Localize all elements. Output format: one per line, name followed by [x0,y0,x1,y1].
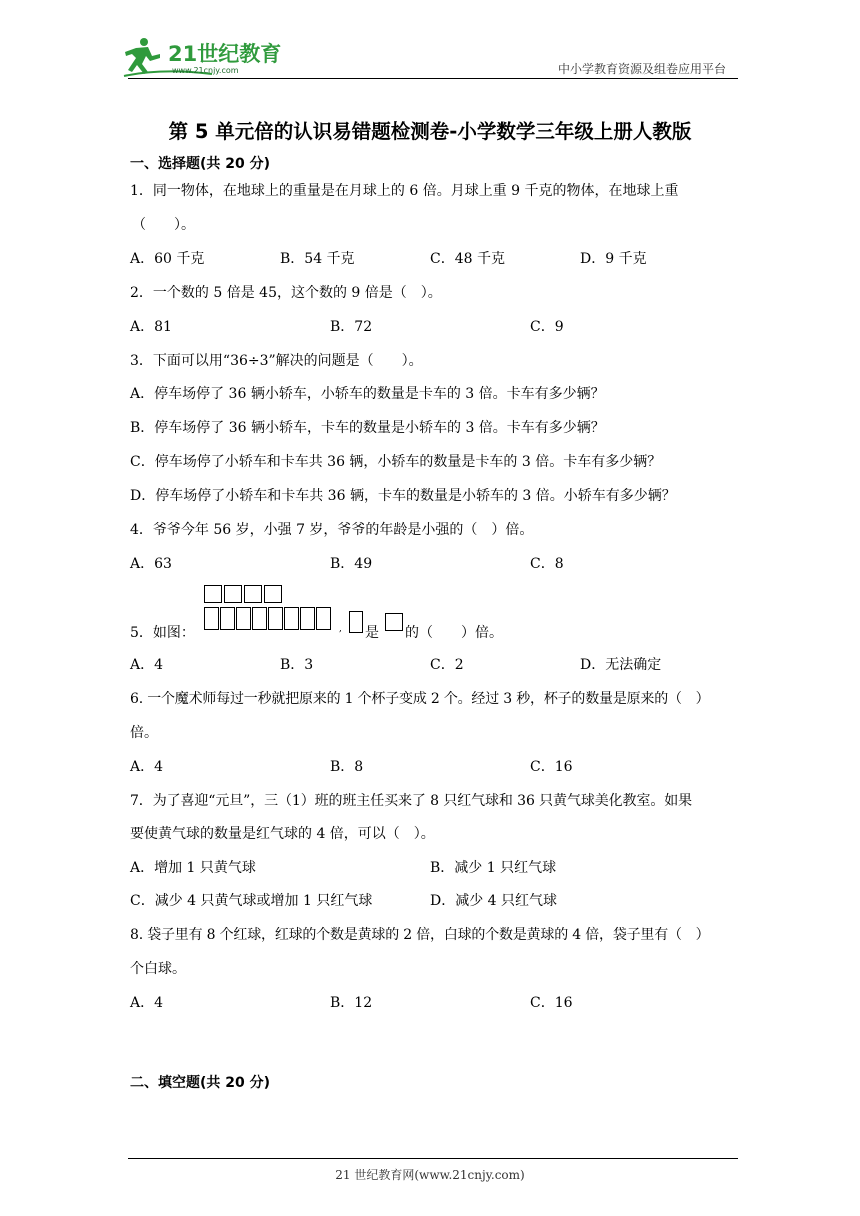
question-2-text: 2．一个数的 5 倍是 45，这个数的 9 倍是（ ）。 [130,285,442,301]
q2-option-c: C．9 [530,319,564,335]
question-4-text: 4．爷爷今年 56 岁，小强 7 岁，爷爷的年龄是小强的（ ）倍。 [130,522,534,538]
q5-option-b: B．3 [280,657,314,673]
footer-divider [128,1158,738,1159]
q6-option-a: A．4 [130,759,164,775]
question-5-is: 是 [365,625,379,641]
question-5-square-shape [385,613,403,631]
header-divider [128,78,738,79]
q1-option-c: C．48 千克 [430,251,505,267]
question-3-text: 3．下面可以用“36÷3”解决的问题是（ ）。 [130,353,423,369]
q6-option-c: C．16 [530,759,573,775]
question-5-comma: , [339,624,342,634]
question-5-suffix: 的（ ）倍。 [405,625,503,641]
question-1-text: 1．同一物体，在地球上的重量是在月球上的 6 倍。月球上重 9 千克的物体，在地球上重 [130,183,679,199]
q7-option-b: B．减少 1 只红气球 [430,860,557,876]
page-title: 第 5 单元倍的认识易错题检测卷-小学数学三年级上册人教版 [168,120,692,143]
question-6-text-cont: 倍。 [130,725,158,741]
q5-option-d: D．无法确定 [580,657,662,673]
q3-option-d: D．停车场停了小轿车和卡车共 36 辆，卡车的数量是小轿车的 3 倍。小轿车有多少辆？ [130,488,676,504]
logo-text: 21世纪教育 [168,42,282,66]
q1-option-a: A．60 千克 [130,251,205,267]
logo-url: www.21cnjy.com [172,66,239,75]
site-logo [122,34,292,80]
q6-option-b: B．8 [330,759,364,775]
question-8-text-cont: 个白球。 [130,961,186,977]
section-heading-fill: 二、填空题(共 20 分) [130,1075,271,1091]
q7-option-a: A．增加 1 只黄气球 [130,860,256,876]
q4-option-a: A．63 [130,556,172,572]
question-7-text: 7．为了喜迎“元旦”，三（1）班的班主任买来了 8 只红气球和 36 只黄气球美化教室。如果 [130,793,693,809]
question-6-text: 6. 一个魔术师每过一秒就把原来的 1 个杯子变成 2 个。经过 3 秒，杯子的数量是原来的（ ） [130,691,710,707]
q4-option-b: B．49 [330,556,373,572]
q3-option-c: C．停车场停了小轿车和卡车共 36 辆，小轿车的数量是卡车的 3 倍。卡车有多少辆？ [130,454,662,470]
header-platform-text: 中小学教育资源及组卷应用平台 [557,62,726,76]
q8-option-a: A．4 [130,995,164,1011]
q3-option-a: A．停车场停了 36 辆小轿车，小轿车的数量是卡车的 3 倍。卡车有多少辆？ [130,386,605,402]
footer-text[interactable]: 21 世纪教育网(www.21cnjy.com) [335,1168,525,1182]
question-8-text: 8. 袋子里有 8 个红球，红球的个数是黄球的 2 倍，白球的个数是黄球的 4 倍，袋子里有（ ） [130,927,710,943]
q2-option-b: B．72 [330,319,373,335]
question-5-prefix: 5．如图： [130,625,195,641]
runner-icon [125,38,160,74]
q7-option-d: D．减少 4 只红气球 [430,893,558,909]
q8-option-c: C．16 [530,995,573,1011]
question-5-figure [202,583,342,635]
q5-option-a: A．4 [130,657,164,673]
q7-option-c: C．减少 4 只黄气球或增加 1 只红气球 [130,893,373,909]
q2-option-a: A．81 [130,319,172,335]
question-1-text-cont: （ ）。 [132,217,195,233]
q3-option-b: B．停车场停了 36 辆小轿车，卡车的数量是小轿车的 3 倍。卡车有多少辆？ [130,420,605,436]
section-heading-choice: 一、选择题(共 20 分) [130,156,271,172]
q1-option-b: B．54 千克 [280,251,355,267]
question-5-rect-shape [349,611,363,633]
q5-option-c: C．2 [430,657,464,673]
q4-option-c: C．8 [530,556,564,572]
question-7-text-cont: 要使黄气球的数量是红气球的 4 倍，可以（ ）。 [130,826,435,842]
q1-option-d: D．9 千克 [580,251,647,267]
q8-option-b: B．12 [330,995,373,1011]
